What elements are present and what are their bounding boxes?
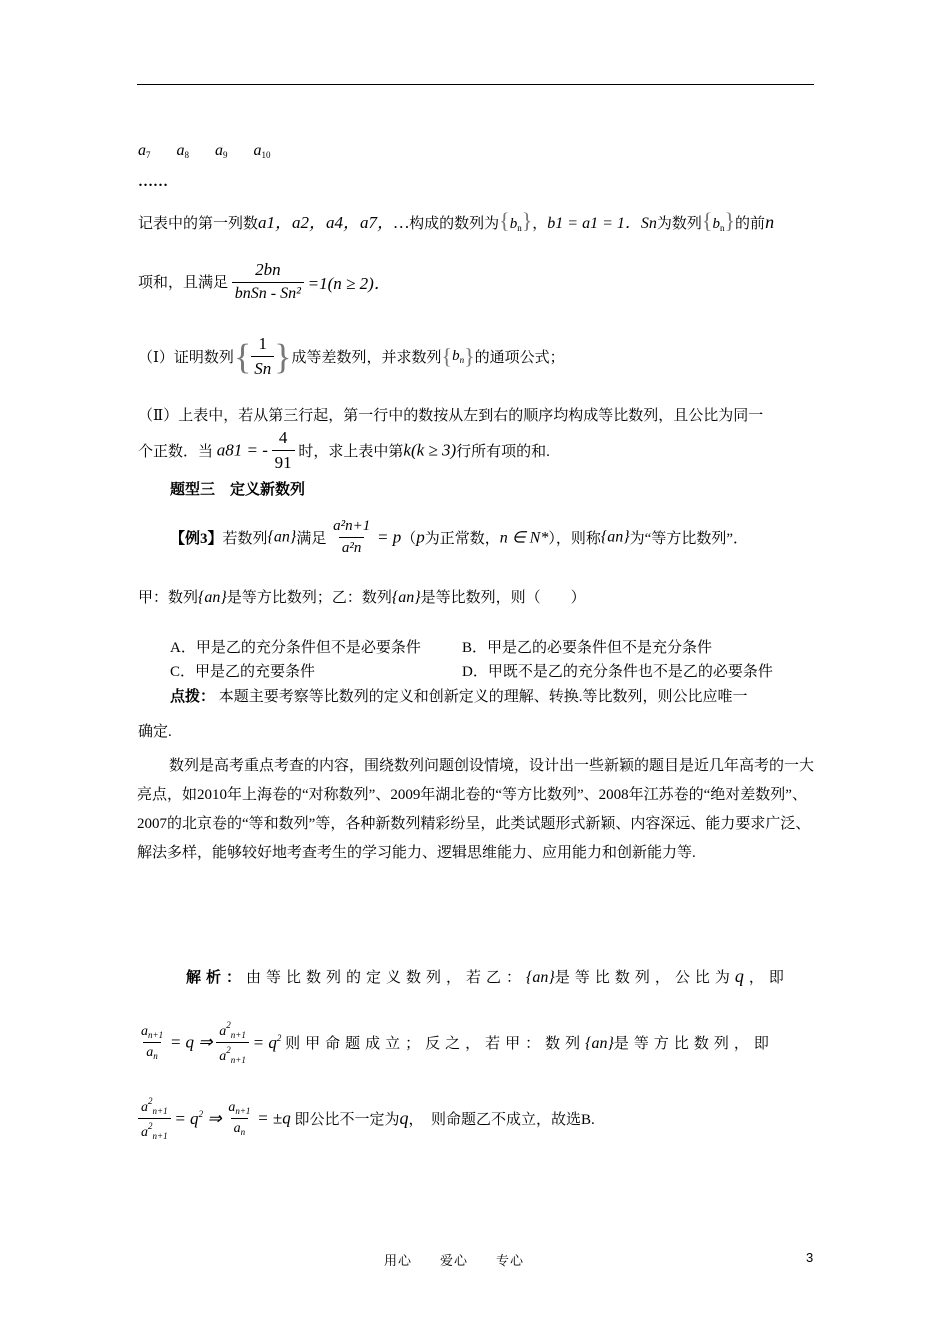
solution-line-1: 解析：由等比数列的定义数列，若乙：{an}是等比数列，公比为q，即	[186, 966, 789, 986]
option-b: B．甲是乙的必要条件但不是充分条件	[462, 640, 713, 656]
solution-line-3: $\frac{a^2_{n+1}}{a^2_{n+1}}$ = $q^2$ ⇒ $\frac{a_{n+1}}{a_n}$ = ±q 即公比不一定为q， 则命题乙不成立，故选B.	[138, 1096, 595, 1141]
page-number: 3	[806, 1250, 814, 1265]
option-c: C．甲是乙的充要条件	[170, 664, 316, 680]
example-line-2: 甲：数列{an}是等方比数列；乙：数列{an}是等比数列，则（ ）	[138, 589, 586, 606]
option-a: A．甲是乙的充分条件但不是必要条件	[170, 640, 421, 656]
footer-text: 用心 爱心 专心	[384, 1253, 525, 1268]
problem-part-2-line-1: （Ⅱ）上表中，若从第三行起，第一行中的数按从左到右的顺序均构成等比数列，且公比为同一	[138, 408, 764, 424]
section-title: 题型三 定义新数列	[170, 482, 306, 498]
hint: 点拨： 本题主要考察等比数列的定义和创新定义的理解、转换.等比数列，则公比应唯一	[170, 689, 748, 705]
ellipsis: ……	[138, 174, 168, 190]
header-rule	[137, 84, 814, 85]
hint-line-2: 确定.	[138, 724, 172, 740]
problem-part-1: （Ⅰ）证明数列{ $\frac{1}{Sn}$ }成等差数列，并求数列$\{b_n\}$的通项公式；	[138, 334, 565, 378]
problem-line-2: 项和，且满足 $\frac{2bn}{\text{bnSn - Sn²}}$ =1(n ≥ 2)．	[138, 260, 391, 302]
table-row: $a_7$ $a_8$ $a_9$ $a_{10}$	[138, 142, 271, 160]
problem-line-1: 记表中的第一列数a1，a2，a4，a7，…构成的数列为$\{b_n\}$，b1 = a1 = 1．Sn为数列$\{b_n\}$的前n	[138, 208, 775, 233]
solution-line-2: $\frac{a_{n+1}}{a_n}$ = q ⇒ $\frac{a^2_{n+1}}{a^2_{n+1}}$ = $q^2$ 则甲命题成立；反之，若甲：数列{an}是等方比数列，即	[141, 1020, 774, 1065]
background-paragraph: 数列是高考重点考查的内容，围绕数列问题创设情境，设计出一些新颖的题目是近几年高考的一大亮点，如2010年上海卷的“对称数列”、2009年湖北卷的“等方比数列”、2008年江苏卷的“绝对差数列”、2007的北京卷的“等和数列”等，各种新数列精彩纷呈，此类试题形式新颖、内容深远、能力要求广泛、解法多样，能够较好地考查考生的学习能力、逻辑思维能力、应用能力和创新能力等.	[137, 758, 815, 861]
fraction: $\frac{2bn}{\text{bnSn - Sn²}}$	[232, 260, 304, 303]
example-line-1: 【例3】若数列{an}满足 $\frac{\text{a²n+1}}{\text{a²n}}$ = p（p为正常数，n ∈ N*），则称{an}为“等方比数列”．	[170, 518, 748, 556]
option-d: D．甲既不是乙的充分条件也不是乙的必要条件	[462, 664, 773, 680]
problem-part-2-line-2: 个正数．当 a81 = - $\frac{4}{91}$ 时，求上表中第k(k ≥ 3)行所有项的和.	[138, 428, 550, 472]
